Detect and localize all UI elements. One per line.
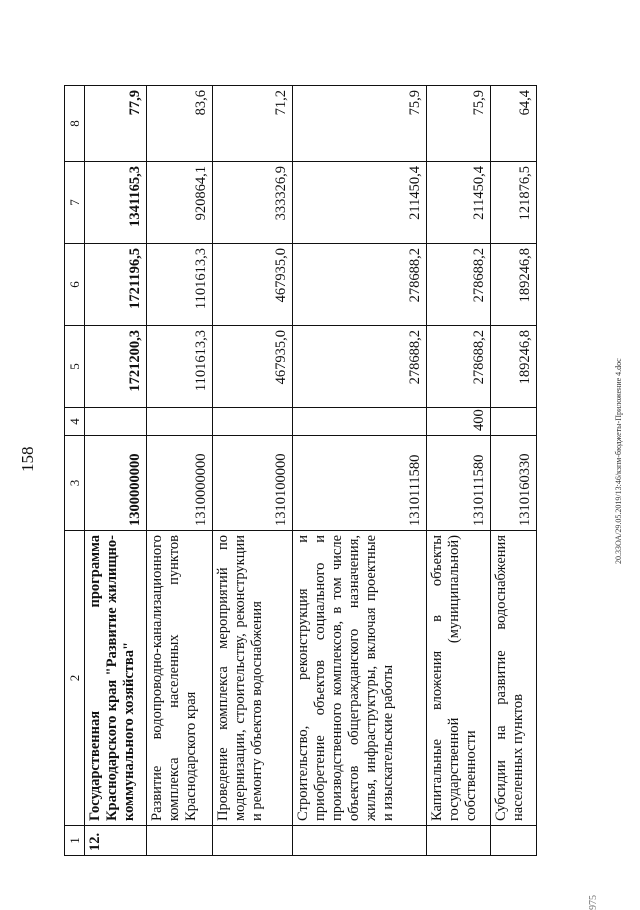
row-name: Развитие водопроводно-канализационного комплекса населенных пунктов Краснодарского края (147, 531, 213, 826)
row-name: Капитальные вложения в объекты государственной (муниципальной) собственности (427, 531, 491, 826)
row-value-6: 189246,8 (491, 244, 537, 326)
row-name: Строительство, реконструкция и приобретение объектов социального и производственного комплексов, в том числе объектов общегражданского назначения, жилья, инфраструктуры, включая проектные и изыскательские работы (293, 531, 427, 826)
row-kind (293, 408, 427, 436)
row-value-6: 278688,2 (293, 244, 427, 326)
row-value-7: 121876,5 (491, 162, 537, 244)
table-row (293, 86, 427, 856)
row-number (427, 826, 491, 856)
header-cell: 3 (65, 436, 85, 531)
row-value-5: 278688,2 (427, 326, 491, 408)
row-number (491, 826, 537, 856)
row-kind: 400 (427, 408, 491, 436)
row-value-8: 64,4 (491, 86, 537, 162)
budget-table (64, 85, 537, 856)
page-number: 158 (18, 446, 37, 472)
row-value-5: 189246,8 (491, 326, 537, 408)
row-kind (491, 408, 537, 436)
row-value-7: 1341165,3 (85, 162, 147, 244)
row-value-6: 1101613,3 (147, 244, 213, 326)
row-code: 1310111580 (293, 436, 427, 531)
table-row (147, 86, 213, 856)
row-value-6: 278688,2 (427, 244, 491, 326)
row-value-7: 920864,1 (147, 162, 213, 244)
row-number (147, 826, 213, 856)
row-code: 1310111580 (427, 436, 491, 531)
row-code: 1310000000 (147, 436, 213, 531)
row-kind (213, 408, 293, 436)
header-cell: 4 (65, 408, 85, 436)
row-name: Государственная программа Краснодарского края "Развитие жилищно-коммунального хозяйства" (85, 531, 147, 826)
row-number: 12. (85, 826, 147, 856)
row-value-7: 211450,4 (293, 162, 427, 244)
row-number (213, 826, 293, 856)
file-info: 20.3ЗОА/29.05.2019/13:46/кзпм-бюджеты-Приложение 4.doc (614, 358, 623, 564)
row-value-8: 71,2 (213, 86, 293, 162)
row-name: Субсидии на развитие водоснабжения населенных пунктов (491, 531, 537, 826)
header-cell: 7 (65, 162, 85, 244)
header-cell: 6 (65, 244, 85, 326)
row-kind (85, 408, 147, 436)
table-row (85, 86, 147, 856)
row-value-8: 83,6 (147, 86, 213, 162)
row-value-5: 1721200,3 (85, 326, 147, 408)
table-row (213, 86, 293, 856)
table-row (491, 86, 537, 856)
row-value-5: 467935,0 (213, 326, 293, 408)
header-cell: 2 (65, 531, 85, 826)
row-value-8: 75,9 (293, 86, 427, 162)
row-code: 1300000000 (85, 436, 147, 531)
row-value-8: 75,9 (427, 86, 491, 162)
row-kind (147, 408, 213, 436)
row-code: 1310160330 (491, 436, 537, 531)
row-value-5: 278688,2 (293, 326, 427, 408)
header-cell: 5 (65, 326, 85, 408)
header-row (65, 86, 85, 856)
row-code: 1310100000 (213, 436, 293, 531)
table-row (427, 86, 491, 856)
corner-mark: 975 (588, 895, 599, 910)
row-value-6: 467935,0 (213, 244, 293, 326)
row-value-7: 333326,9 (213, 162, 293, 244)
row-name: Проведение комплекса мероприятий по модернизации, строительству, реконструкции и ремонту объектов водоснабжения (213, 531, 293, 826)
row-value-7: 211450,4 (427, 162, 491, 244)
row-value-8: 77,9 (85, 86, 147, 162)
row-value-6: 1721196,5 (85, 244, 147, 326)
header-cell: 8 (65, 86, 85, 162)
row-value-5: 1101613,3 (147, 326, 213, 408)
row-number (293, 826, 427, 856)
header-cell: 1 (65, 826, 85, 856)
